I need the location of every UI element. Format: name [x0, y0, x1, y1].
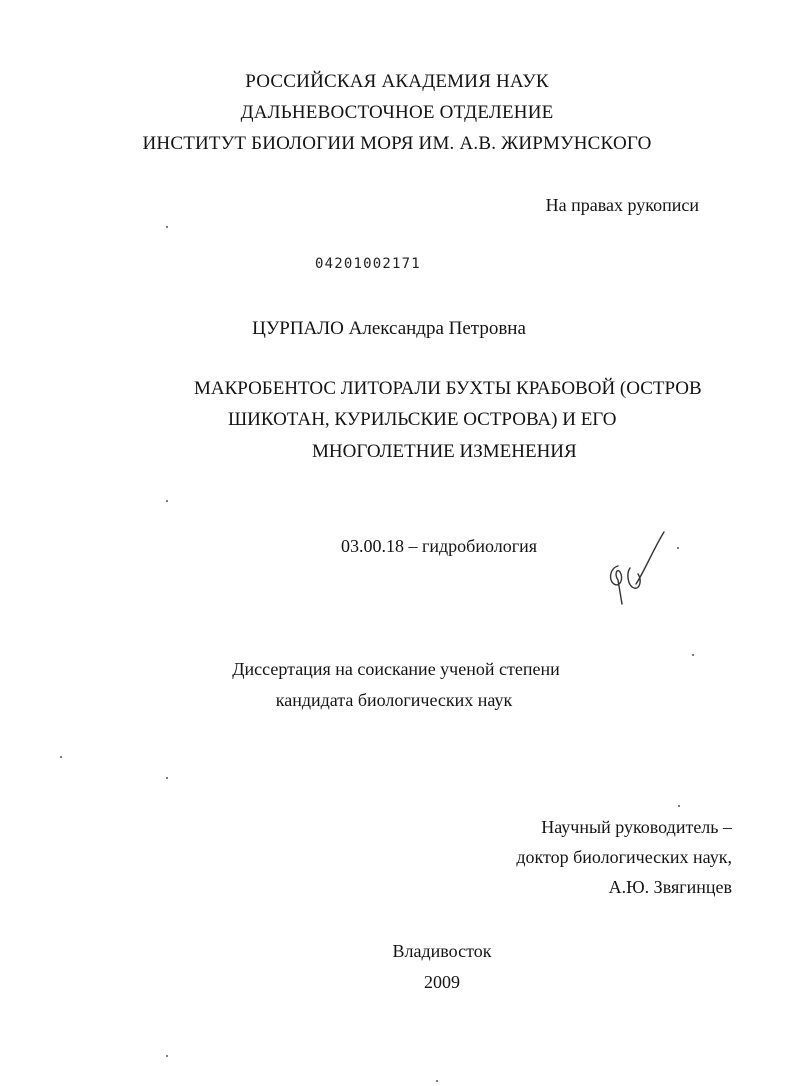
supervisor-label: Научный руководитель – — [541, 817, 732, 837]
signature-mark — [600, 528, 680, 608]
author-name: ЦУРПАЛО Александра Петровна — [252, 318, 526, 339]
year: 2009 — [424, 972, 460, 992]
thesis-title-line-1: МАКРОБЕНТОС ЛИТОРАЛИ БУХТЫ КРАБОВОЙ (ОСТРОВ — [194, 378, 702, 399]
thesis-title-line-2: ШИКОТАН, КУРИЛЬСКИЕ ОСТРОВА) И ЕГО — [228, 409, 617, 430]
supervisor-degree: доктор биологических наук, — [516, 847, 732, 867]
registry-number: 04201002171 — [315, 256, 421, 272]
institute-name: ИНСТИТУТ БИОЛОГИИ МОРЯ ИМ. А.В. ЖИРМУНСКОГО — [142, 133, 652, 154]
scan-speck — [166, 500, 168, 502]
branch-name: ДАЛЬНЕВОСТОЧНОЕ ОТДЕЛЕНИЕ — [240, 102, 554, 123]
scan-speck — [166, 226, 168, 228]
specialty-code: 03.00.18 – гидробиология — [341, 536, 538, 556]
scan-speck — [60, 756, 62, 758]
rights-note: На правах рукописи — [545, 195, 699, 215]
scan-speck — [166, 1055, 168, 1057]
city: Владивосток — [392, 941, 492, 961]
supervisor-name: А.Ю. Звягинцев — [608, 877, 732, 897]
scan-speck — [436, 1080, 438, 1082]
scan-speck — [677, 547, 679, 549]
degree-line-2: кандидата биологических наук — [275, 690, 513, 710]
scan-speck — [692, 654, 694, 656]
thesis-title-line-3: МНОГОЛЕТНИЕ ИЗМЕНЕНИЯ — [312, 441, 577, 462]
degree-line-1: Диссертация на соискание ученой степени — [232, 659, 560, 679]
academy-name: РОССИЙСКАЯ АКАДЕМИЯ НАУК — [245, 71, 549, 92]
scan-speck — [166, 777, 168, 779]
scan-speck — [678, 805, 680, 807]
